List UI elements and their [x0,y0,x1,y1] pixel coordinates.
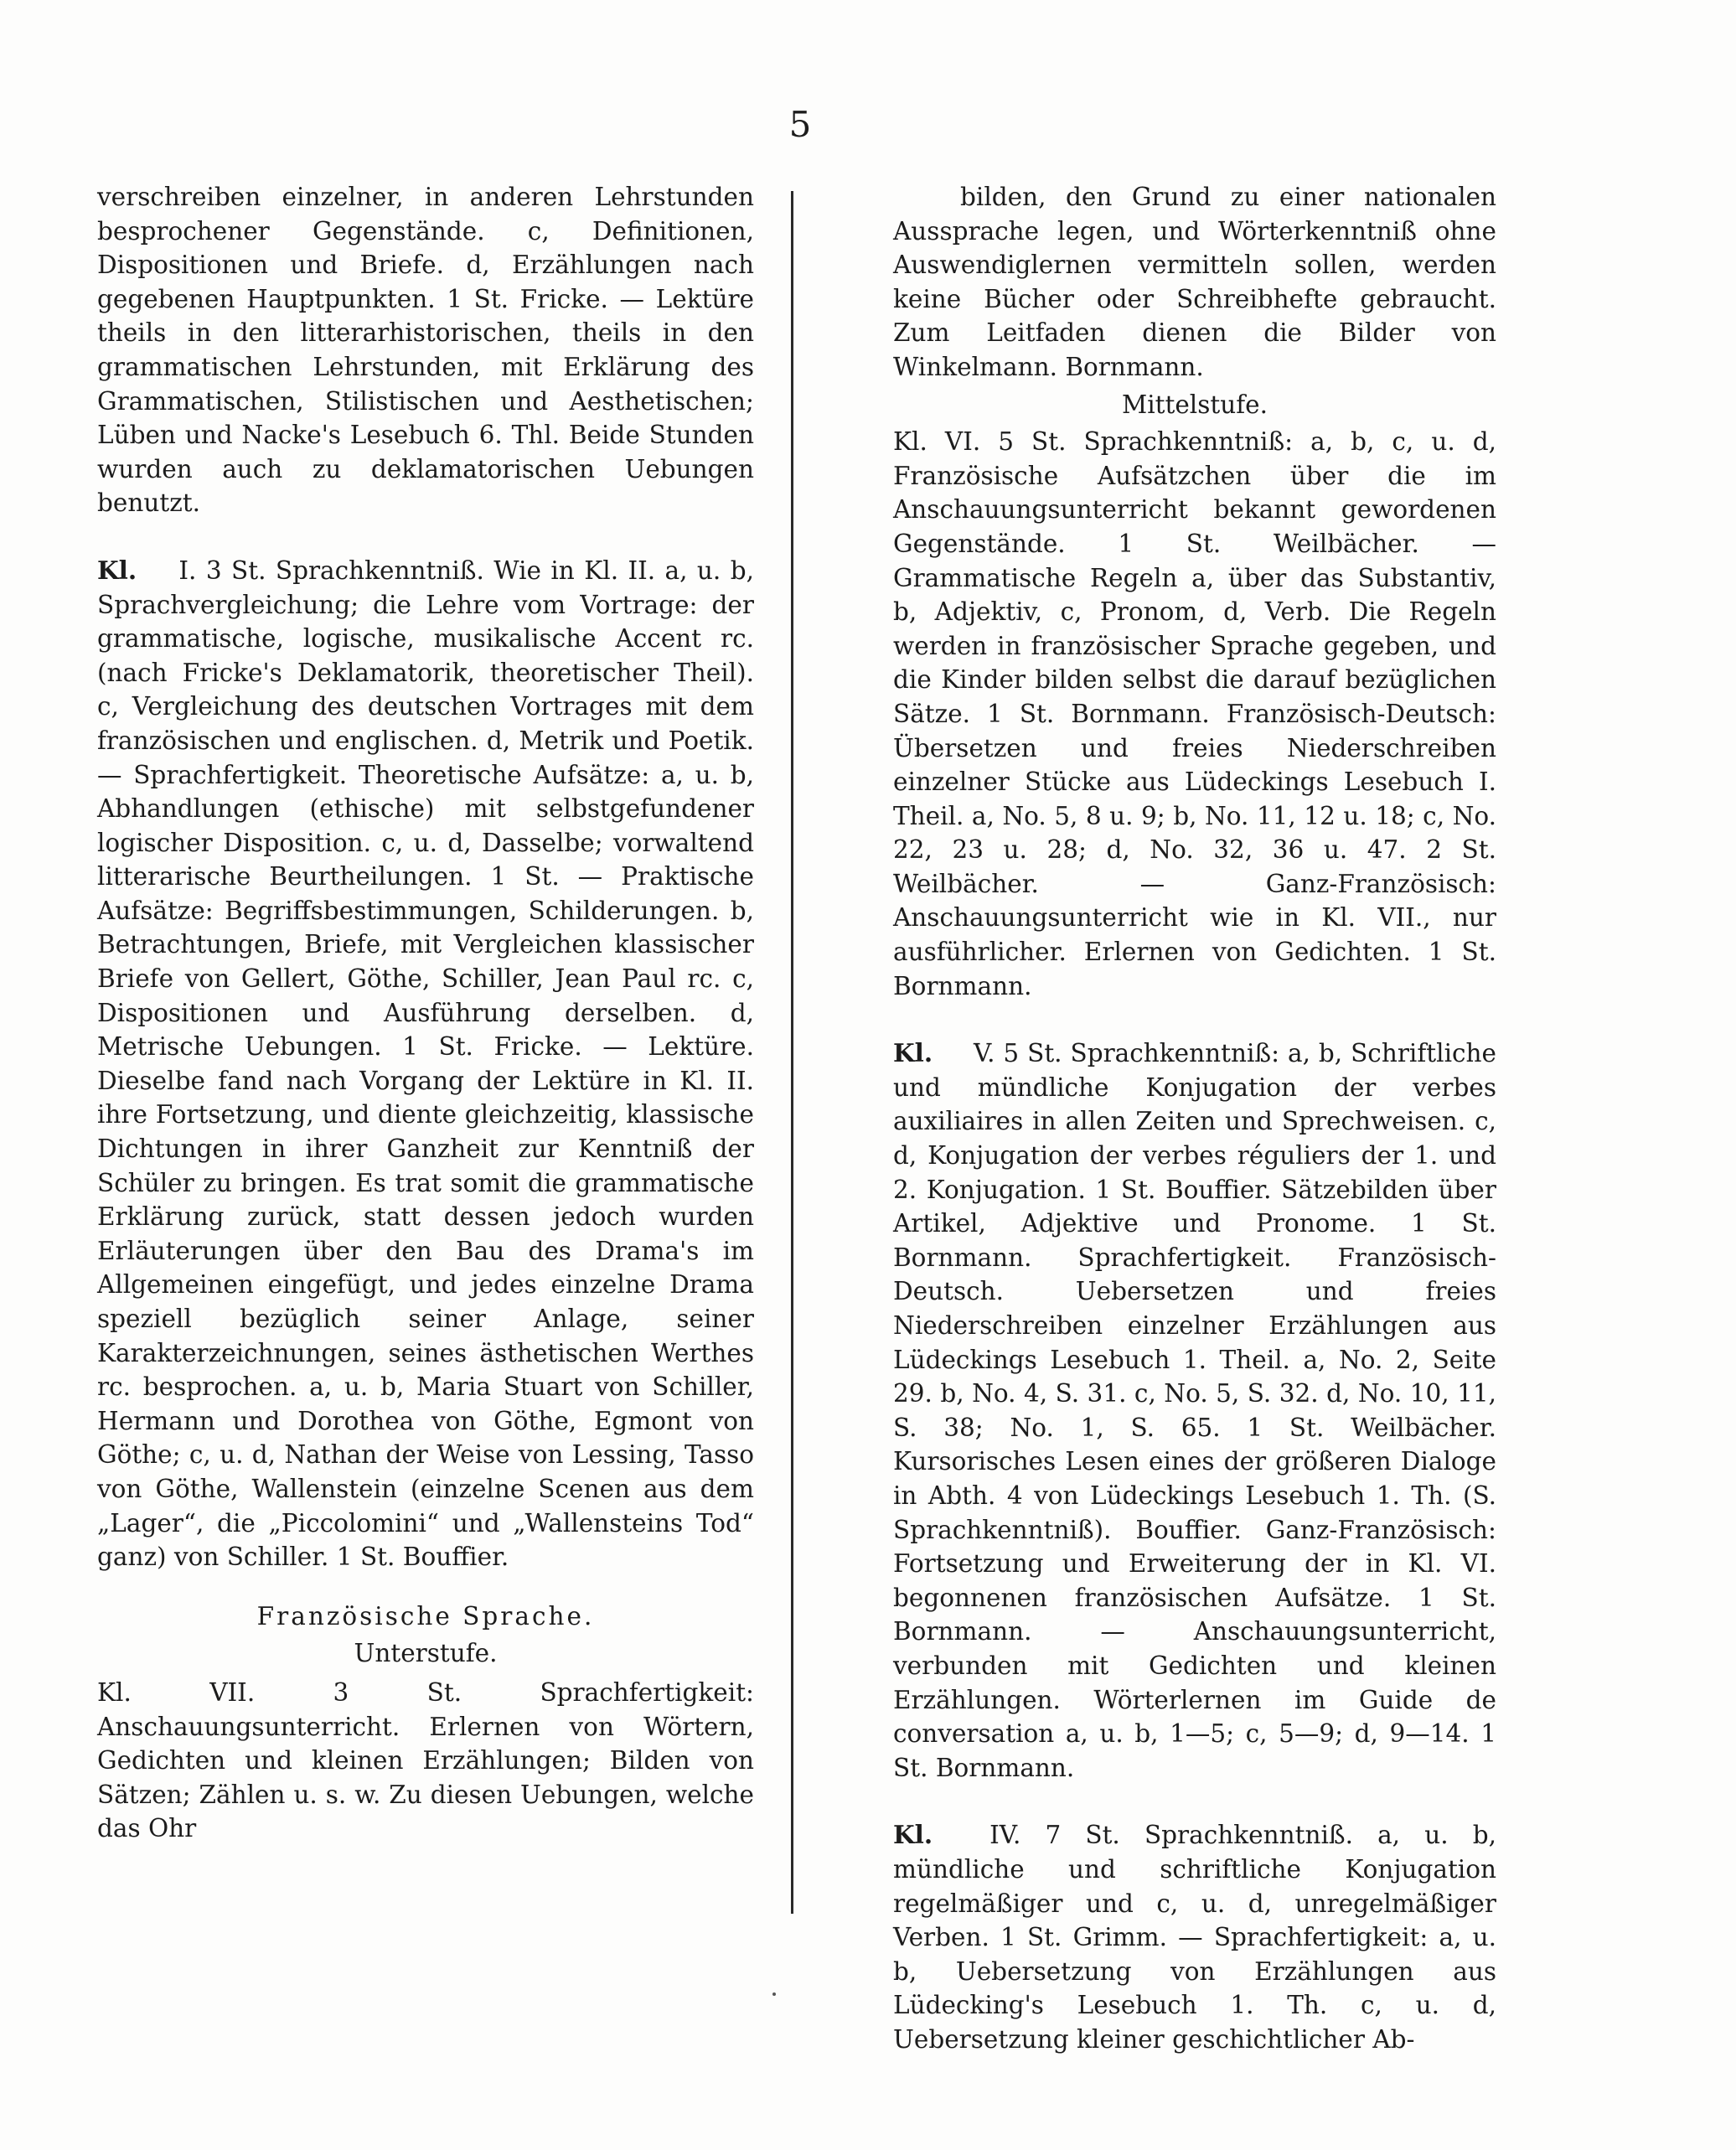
left-paragraph-continuation: verschreiben einzelner, in anderen Lehrstunden besprochener Gegenstände. c, Definitionen, Dispositionen und Briefe. d, Erzählungen nach gegebenen Hauptpunkten. 1 St. Fricke. — Lektüre theils in den litterarhistorischen, theils in den grammatischen Lehrstunden, mit Erklärung des Grammatischen, Stilistischen und Aesthetischen; Lüben und Nacke's Lesebuch 6. Thl. Beide Stunden wurden auch zu deklamatorischen Uebungen benutzt. [97,183,754,518]
class-label: Kl. [893,1820,933,1850]
right-column [893,180,1496,2056]
print-speck [772,1992,776,1996]
entry-class-vii [97,1676,754,1846]
section-heading: Französische Sprache. [256,1601,595,1631]
column-divider [791,191,793,1914]
class-label: Kl. [893,1038,933,1068]
page-number: 5 [788,104,812,145]
left-column [97,180,754,1846]
class-label: Kl. [97,1677,132,1707]
entry-text: V. 5 St. Sprachkenntniß: a, b, Schriftliche und mündliche Konjugation der verbes auxiliaires in allen Zeiten und Sprechweisen. c, d, Konjugation der verbes réguliers der 1. und 2. Konjugation. 1 St. Bouffier. Sätzebilden über Artikel, Adjektive und Pronome. 1 St. Bornmann. Sprachfertigkeit. Französisch-Deutsch. Uebersetzen und freies Niederschreiben einzelner Erzählungen aus Lüdeckings Lesebuch 1. Theil. a, No. 2, Seite 29. b, No. 4, S. 31. c, No. 5, S. 32. d, No. 10, 11, S. 38; No. 1, S. 65. 1 St. Weilbächer. Kursorisches Lesen eines der größeren Dialoge in Abth. 4 von Lüdeckings Lesebuch 1. Th. (S. Sprachkenntniß). Bouffier. Ganz-Französisch: Fortsetzung und Erweiterung der in Kl. VI. begonnenen französischen Aufsätze. 1 St. Bornmann. — Anschauungsunterricht, verbunden mit Gedichten und kleinen Erzählungen. Wörterlernen im Guide de conversation a, u. b, 1—5; c, 5—9; d, 9—14. 1 St. Bornmann. [893,1039,1496,1782]
entry-class-v [893,1036,1496,1785]
entry-class-i [97,554,754,1574]
class-label: Kl. [893,427,927,457]
entry-class-iv [893,1818,1496,2056]
entry-text: IV. 7 St. Sprachkenntniß. a, u. b, mündliche und schriftliche Konjugation regelmäßiger und c, u. d, unregelmäßiger Verben. 1 St. Grimm. — Sprachfertigkeit: a, u. b, Uebersetzung von Erzählungen aus Lüdecking's Lesebuch 1. Th. c, u. d, Uebersetzung kleiner geschichtlicher Ab- [893,1821,1496,2054]
entry-text: VII. 3 St. Sprachfertigkeit: Anschauungsunterricht. Erlernen von Wörtern, Gedichten und kleinen Erzählungen; Bilden von Sätzen; Zählen u. s. w. Zu diesen Uebungen, welche das Ohr [97,1677,754,1843]
class-label: Kl. [97,555,137,585]
subheading-mittelstufe: Mittelstufe. [1122,390,1268,419]
subheading-unterstufe: Unterstufe. [354,1639,498,1668]
entry-text: VI. 5 St. Sprachkenntniß: a, b, c, u. d, Französische Aufsätzchen über die im Anschauungsunterricht bekannt gewordenen Gegenstände. 1 St. Weilbächer. — Grammatische Regeln a, über das Substantiv, b, Adjektiv, c, Pronom, d, Verb. Die Regeln werden in französischer Sprache gegeben, und die Kinder bilden selbst die darauf bezüglichen Sätze. 1 St. Bornmann. Französisch-Deutsch: Übersetzen und freies Niederschreiben einzelner Stücke aus Lüdeckings Lesebuch I. Theil. a, No. 5, 8 u. 9; b, No. 11, 12 u. 18; c, No. 22, 23 u. 28; d, No. 32, 36 u. 47. 2 St. Weilbächer. — Ganz-Französisch: Anschauungsunterricht wie in Kl. VII., nur ausführlicher. Erlernen von Gedichten. 1 St. Bornmann. [893,427,1496,1000]
entry-class-vi [893,425,1496,1003]
right-paragraph-continuation: bilden, den Grund zu einer nationalen Aussprache legen, und Wörterkenntniß ohne Auswendiglernen vermitteln sollen, werden keine Bücher oder Schreibhefte gebraucht. Zum Leitfaden dienen die Bilder von Winkelmann. Bornmann. [893,183,1496,381]
entry-text: I. 3 St. Sprachkenntniß. Wie in Kl. II. a, u. b, Sprachvergleichung; die Lehre vom Vortrage: der grammatische, logische, musikalische Accent rc. (nach Fricke's Deklamatorik, theoretischer Theil). c, Vergleichung des deutschen Vortrages mit dem französischen und englischen. d, Metrik und Poetik. — Sprachfertigkeit. Theoretische Aufsätze: a, u. b, Abhandlungen (ethische) mit selbstgefundener logischer Disposition. c, u. d, Dasselbe; vorwaltend litterarische Beurtheilungen. 1 St. — Praktische Aufsätze: Begriffsbestimmungen, Schilderungen. b, Betrachtungen, Briefe, mit Vergleichen klassischer Briefe von Gellert, Göthe, Schiller, Jean Paul rc. c, Dispositionen und Ausführung derselben. d, Metrische Uebungen. 1 St. Fricke. — Lektüre. Dieselbe fand nach Vorgang der Lektüre in Kl. II. ihre Fortsetzung, und diente gleichzeitig, klassische Dichtungen in ihrer Ganzheit zur Kenntniß der Schüler zu bringen. Es trat somit die grammatische Erklärung zurück, statt dessen jedoch wurden Erläuterungen über den Bau des Drama's im Allgemeinen eingefügt, und jedes einzelne Drama speziell bezüglich seiner Anlage, seiner Karakterzeichnungen, seines ästhetischen Werthes rc. besprochen. a, u. b, Maria Stuart von Schiller, Hermann und Dorothea von Göthe, Egmont von Göthe; c, u. d, Nathan der Weise von Lessing, Tasso von Göthe, Wallenstein (einzelne Scenen aus dem „Lager“, die „Piccolomini“ und „Wallensteins Tod“ ganz) von Schiller. 1 St. Bouffier. [97,556,754,1572]
